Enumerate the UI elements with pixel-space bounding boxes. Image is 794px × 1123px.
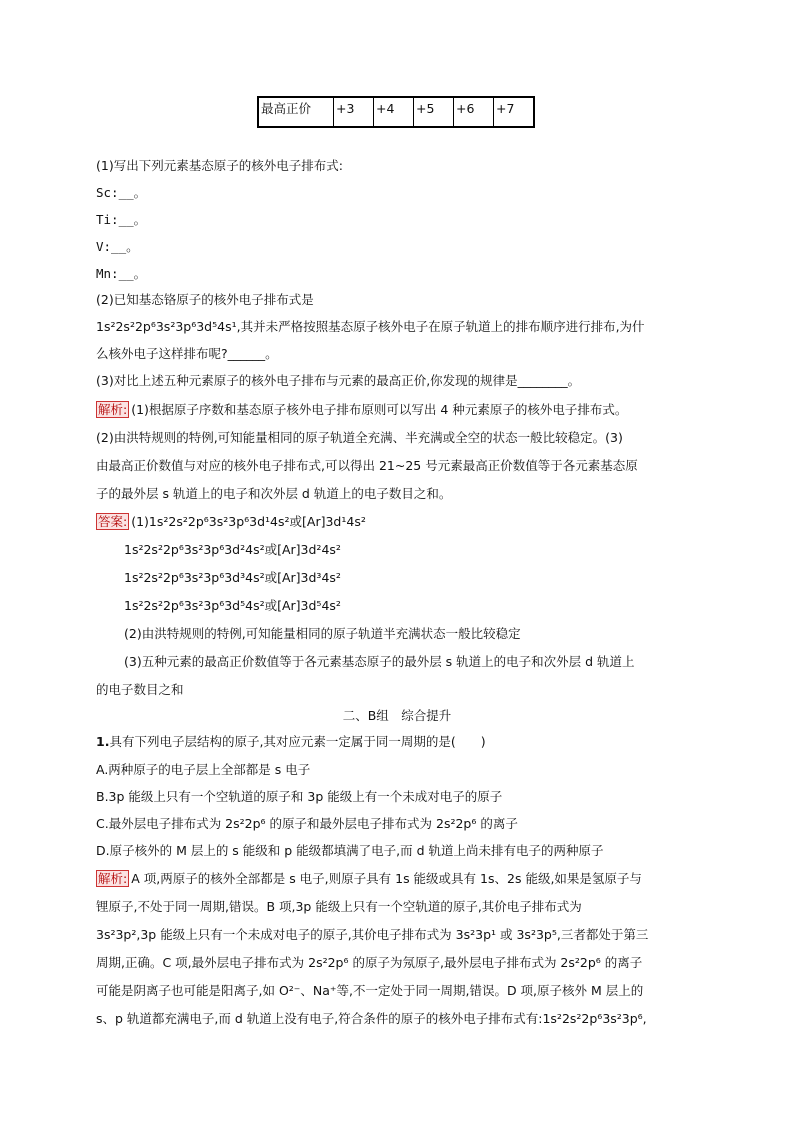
q2-line3: 么核外电子这样排布呢?______。 bbox=[96, 346, 278, 361]
analysis2-line3: 3s²3p²,3p 能级上只有一个未成对电子的原子,其价电子排布式为 3s²3p¹ 或 3s²3p⁵,三者都处于第三 bbox=[96, 927, 649, 942]
question-number: 1. bbox=[96, 734, 110, 749]
q3-line: (3)对比上述五种元素原子的核外电子排布与元素的最高正价,你发现的规律是________。 bbox=[96, 373, 581, 388]
question1-option-d: D.原子核外的 M 层上的 s 能级和 p 能级都填满了电子,而 d 轨道上尚未排有电子的两种原子 bbox=[96, 843, 604, 858]
answer-line7: 的电子数目之和 bbox=[96, 682, 184, 697]
answer-line2: 1s²2s²2p⁶3s²3p⁶3d²4s²或[Ar]3d²4s² bbox=[124, 542, 341, 557]
answer-label: 答案: bbox=[98, 514, 128, 529]
question1-option-b: B.3p 能级上只有一个空轨道的原子和 3p 能级上有一个未成对电子的原子 bbox=[96, 789, 503, 804]
q2-line1: (2)已知基态铬原子的核外电子排布式是 bbox=[96, 292, 314, 307]
table-row bbox=[258, 97, 534, 127]
analysis1-line2: (2)由洪特规则的特例,可知能量相同的原子轨道全充满、半充满或全空的状态一般比较稳定。(3) bbox=[96, 430, 623, 445]
table-header-cell: 最高正价 bbox=[258, 97, 334, 127]
analysis-label: 解析: bbox=[98, 402, 128, 417]
analysis1-line3: 由最高正价数值与对应的核外电子排布式,可以得出 21~25 号元素最高正价数值等于各元素基态原 bbox=[96, 458, 638, 473]
question1-option-a: A.两种原子的电子层上全部都是 s 电子 bbox=[96, 762, 311, 777]
analysis-label: 解析: bbox=[98, 871, 128, 886]
table-cell: +3 bbox=[334, 97, 374, 127]
table-cell: +6 bbox=[454, 97, 494, 127]
answer-line5: (2)由洪特规则的特例,可知能量相同的原子轨道半充满状态一般比较稳定 bbox=[124, 626, 521, 641]
analysis2-text: A 项,两原子的核外全部都是 s 电子,则原子具有 1s 能级或具有 1s、2s 能级,如果是氢原子与 bbox=[131, 871, 642, 886]
question1-stem bbox=[96, 734, 486, 750]
answer-line1 bbox=[96, 514, 366, 530]
analysis1-line1 bbox=[96, 402, 627, 418]
analysis2-line1 bbox=[96, 871, 642, 887]
q2-line2-text: ,其并未严格按照基态原子核外电子在原子轨道上的排布顺序进行排布,为什 bbox=[236, 319, 645, 334]
table-cell: +4 bbox=[374, 97, 414, 127]
chromium-configuration: 1s²2s²2p⁶3s²3p⁶3d⁵4s¹ bbox=[96, 319, 237, 334]
section-title: 二、B组 综合提升 bbox=[342, 708, 452, 723]
analysis1-line4: 子的最外层 s 轨道上的电子和次外层 d 轨道上的电子数目之和。 bbox=[96, 486, 452, 501]
table-cell: +7 bbox=[494, 97, 535, 127]
analysis2-line2: 锂原子,不处于同一周期,错误。B 项,3p 能级上只有一个空轨道的原子,其价电子排布式为 bbox=[96, 899, 582, 914]
q1-mn: Mn:__。 bbox=[96, 266, 147, 281]
analysis2-line5: 可能是阴离子也可能是阳离子,如 O²⁻、Na⁺等,不一定处于同一周期,错误。D 项,原子核外 M 层上的 bbox=[96, 983, 644, 998]
answer-line4: 1s²2s²2p⁶3s²3p⁶3d⁵4s²或[Ar]3d⁵4s² bbox=[124, 598, 341, 613]
answer-text: (1)1s²2s²2p⁶3s²3p⁶3d¹4s²或[Ar]3d¹4s² bbox=[131, 514, 366, 529]
q1-prompt: (1)写出下列元素基态原子的核外电子排布式: bbox=[96, 158, 343, 173]
q1-v: V:__。 bbox=[96, 239, 139, 254]
answer-line3: 1s²2s²2p⁶3s²3p⁶3d³4s²或[Ar]3d³4s² bbox=[124, 570, 341, 585]
valence-table bbox=[257, 96, 535, 128]
answer-line6: (3)五种元素的最高正价数值等于各元素基态原子的最外层 s 轨道上的电子和次外层 d 轨道上 bbox=[124, 654, 635, 669]
analysis2-line6: s、p 轨道都充满电子,而 d 轨道上没有电子,符合条件的原子的核外电子排布式有:1s²2s²2p⁶3s²3p⁶, bbox=[96, 1011, 647, 1026]
q2-line2 bbox=[96, 319, 645, 335]
question1-option-c: C.最外层电子排布式为 2s²2p⁶ 的原子和最外层电子排布式为 2s²2p⁶ 的离子 bbox=[96, 816, 518, 831]
q1-ti: Ti:__。 bbox=[96, 212, 147, 227]
analysis1-text: (1)根据原子序数和基态原子核外电子排布原则可以写出 4 种元素原子的核外电子排布式。 bbox=[131, 402, 628, 417]
question-stem-text: 具有下列电子层结构的原子,其对应元素一定属于同一周期的是( ) bbox=[109, 734, 486, 749]
table-cell: +5 bbox=[414, 97, 454, 127]
analysis2-line4: 周期,正确。C 项,最外层电子排布式为 2s²2p⁶ 的原子为氖原子,最外层电子排布式为 2s²2p⁶ 的离子 bbox=[96, 955, 643, 970]
q1-sc: Sc:__。 bbox=[96, 185, 147, 200]
